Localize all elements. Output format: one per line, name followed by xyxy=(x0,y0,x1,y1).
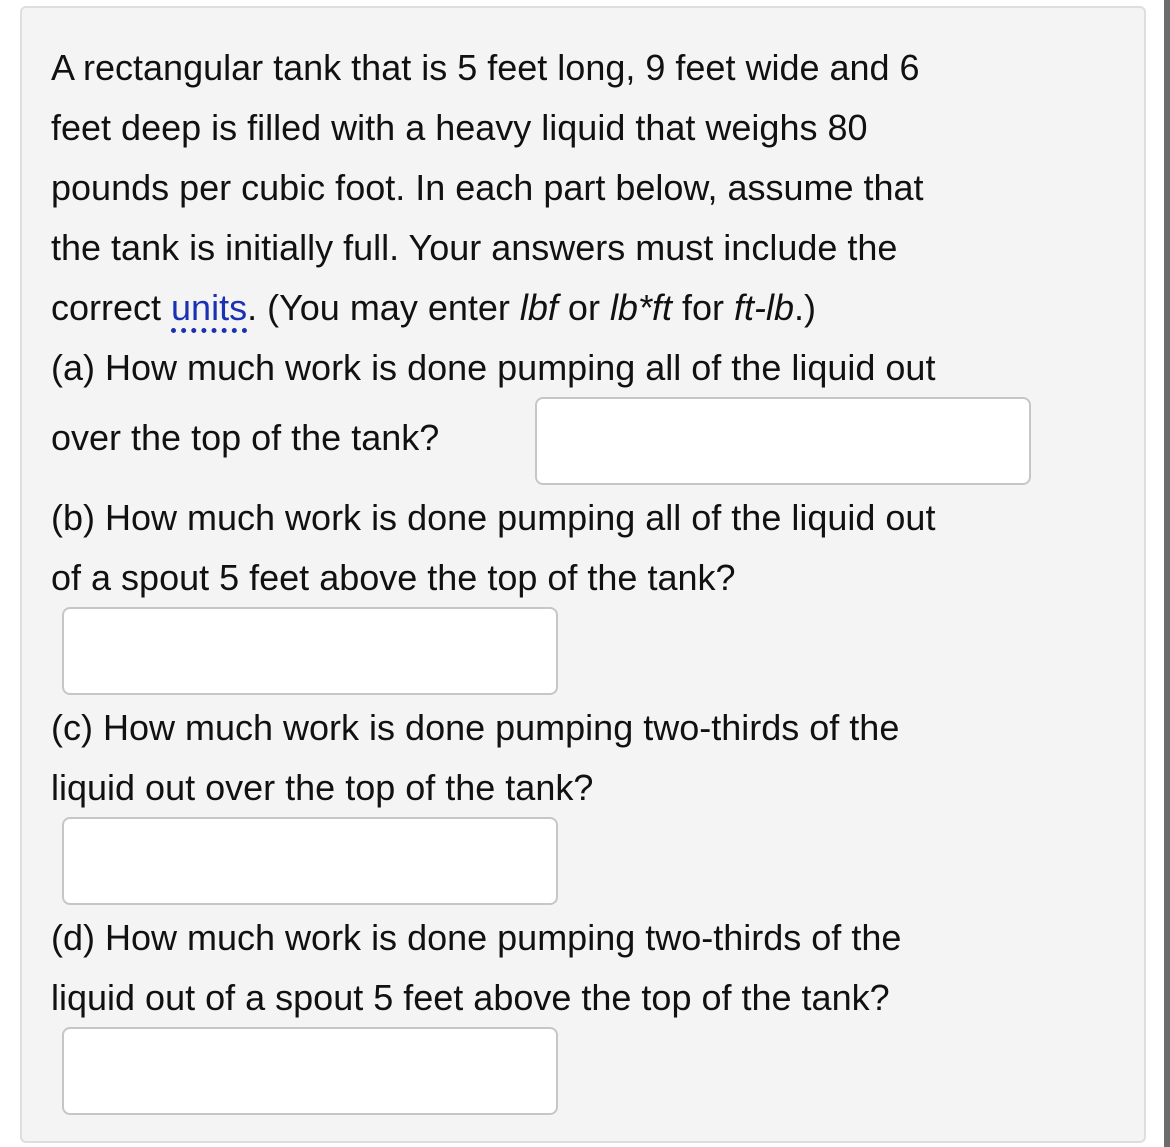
units-for: for xyxy=(671,287,734,328)
part-d-question-line1: (d) How much work is done pumping two-thirds of the xyxy=(51,917,902,958)
part-c-question xyxy=(51,698,899,818)
problem-line: pounds per cubic foot. In each part below, assume that xyxy=(51,167,924,208)
part-b-question-line2: of a spout 5 feet above the top of the tank? xyxy=(51,557,736,598)
problem-statement xyxy=(51,38,935,398)
unit-lbf: lbf xyxy=(519,287,558,328)
scrollbar[interactable] xyxy=(1164,0,1170,1147)
units-close: .) xyxy=(794,287,817,328)
unit-ft-lb: ft-lb xyxy=(734,287,795,328)
part-a-question-line1: (a) How much work is done pumping all of the liquid out xyxy=(51,347,936,388)
part-c-answer-input[interactable] xyxy=(62,817,558,905)
part-a-question-line2: over the top of the tank? xyxy=(51,417,440,458)
units-paren-start: . (You may enter xyxy=(247,287,520,328)
part-b-question-line1: (b) How much work is done pumping all of the liquid out xyxy=(51,497,936,538)
unit-lb-ft: lb*ft xyxy=(609,287,672,328)
problem-line: the tank is initially full. Your answers must include the xyxy=(51,227,898,268)
problem-line: feet deep is filled with a heavy liquid that weighs 80 xyxy=(51,107,868,148)
problem-line-units xyxy=(51,278,935,338)
units-prefix: correct xyxy=(51,287,172,328)
part-b-question xyxy=(51,488,935,608)
units-link[interactable]: units xyxy=(171,287,247,333)
units-or: or xyxy=(557,287,610,328)
part-d-question-line2: liquid out of a spout 5 feet above the top of the tank? xyxy=(51,977,890,1018)
part-c-question-line1: (c) How much work is done pumping two-thirds of the xyxy=(51,707,900,748)
problem-line: A rectangular tank that is 5 feet long, 9 feet wide and 6 xyxy=(51,47,920,88)
part-d-question xyxy=(51,908,901,1028)
part-b-answer-input[interactable] xyxy=(62,607,558,695)
part-a-answer-input[interactable] xyxy=(535,397,1031,485)
part-c-question-line2: liquid out over the top of the tank? xyxy=(51,767,594,808)
part-d-answer-input[interactable] xyxy=(62,1027,558,1115)
